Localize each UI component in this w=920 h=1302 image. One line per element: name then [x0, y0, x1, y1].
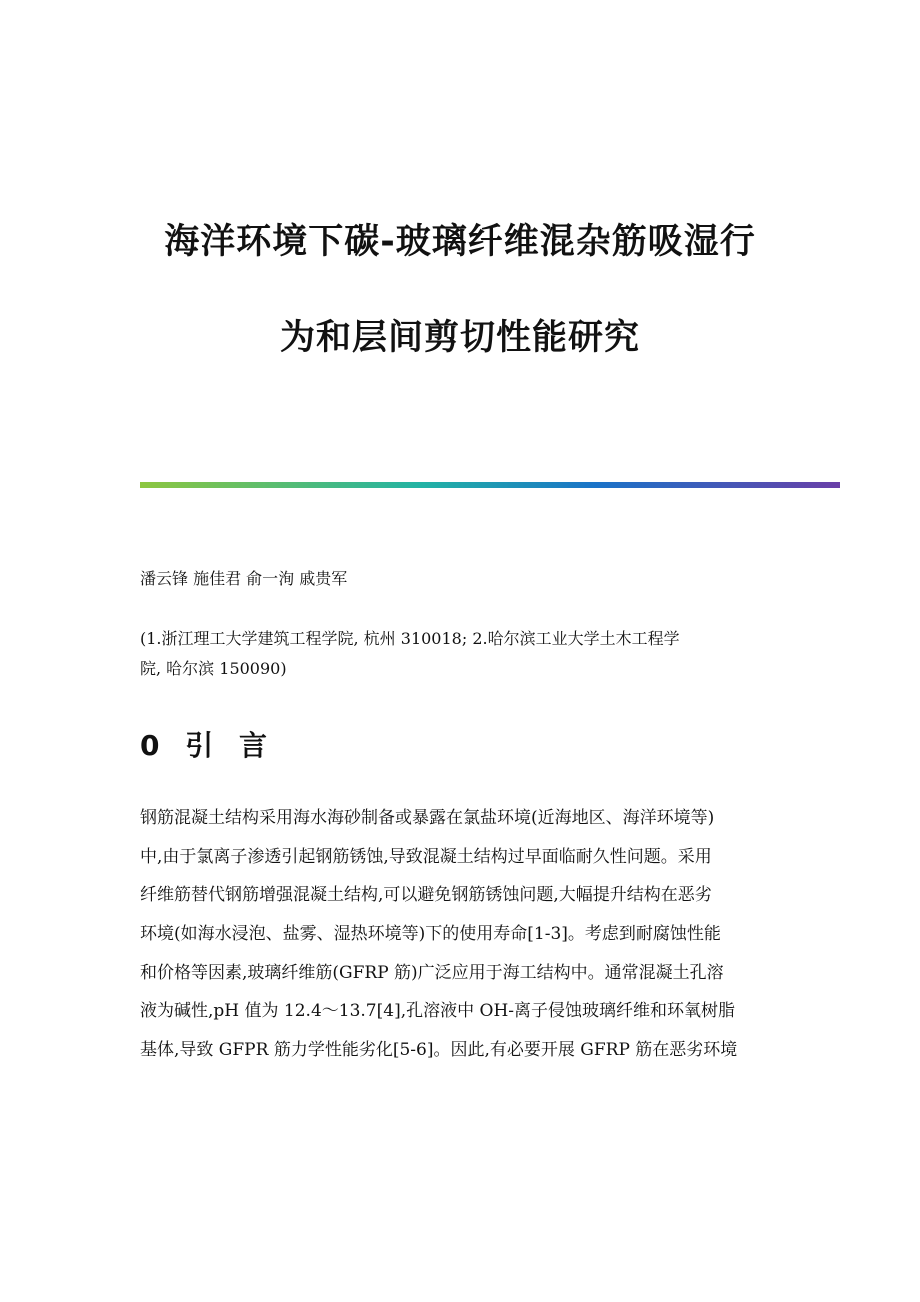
body-line: 基体,导致 GFPR 筋力学性能劣化[5-6]。因此,有必要开展 GFRP 筋在恶劣环境 — [140, 1040, 738, 1061]
affiliation-line-1: (1.浙江理工大学建筑工程学院, 杭州 310018; 2.哈尔滨工业大学土木工程学 — [140, 629, 680, 648]
section-heading-introduction: 0 引 言 — [140, 729, 275, 762]
author-list: 潘云锋 施佳君 俞一洵 戚贵军 — [140, 569, 348, 588]
body-line: 环境(如海水浸泡、盐雾、湿热环境等)下的使用寿命[1-3]。考虑到耐腐蚀性能 — [140, 924, 721, 945]
paper-title-line-1: 海洋环境下碳-玻璃纤维混杂筋吸湿行 — [164, 222, 756, 262]
body-line: 和价格等因素,玻璃纤维筋(GFRP 筋)广泛应用于海工结构中。通常混凝土孔溶 — [140, 962, 724, 983]
body-line: 钢筋混凝土结构采用海水海砂制备或暴露在氯盐环境(近海地区、海洋环境等) — [140, 808, 715, 828]
body-line: 纤维筋替代钢筋增强混凝土结构,可以避免钢筋锈蚀问题,大幅提升结构在恶劣 — [140, 885, 712, 906]
paper-title-line-2: 为和层间剪切性能研究 — [279, 318, 640, 358]
body-text — [140, 804, 790, 1075]
body-line: 液为碱性,pH 值为 12.4～13.7[4],孔溶液中 OH-离子侵蚀玻璃纤维和环氧树脂 — [140, 1001, 736, 1022]
affiliation — [140, 624, 790, 684]
gradient-divider — [140, 482, 840, 488]
affiliation-line-2: 院, 哈尔滨 150090) — [140, 659, 287, 678]
body-line: 中,由于氯离子渗透引起钢筋锈蚀,导致混凝土结构过早面临耐久性问题。采用 — [140, 846, 712, 867]
